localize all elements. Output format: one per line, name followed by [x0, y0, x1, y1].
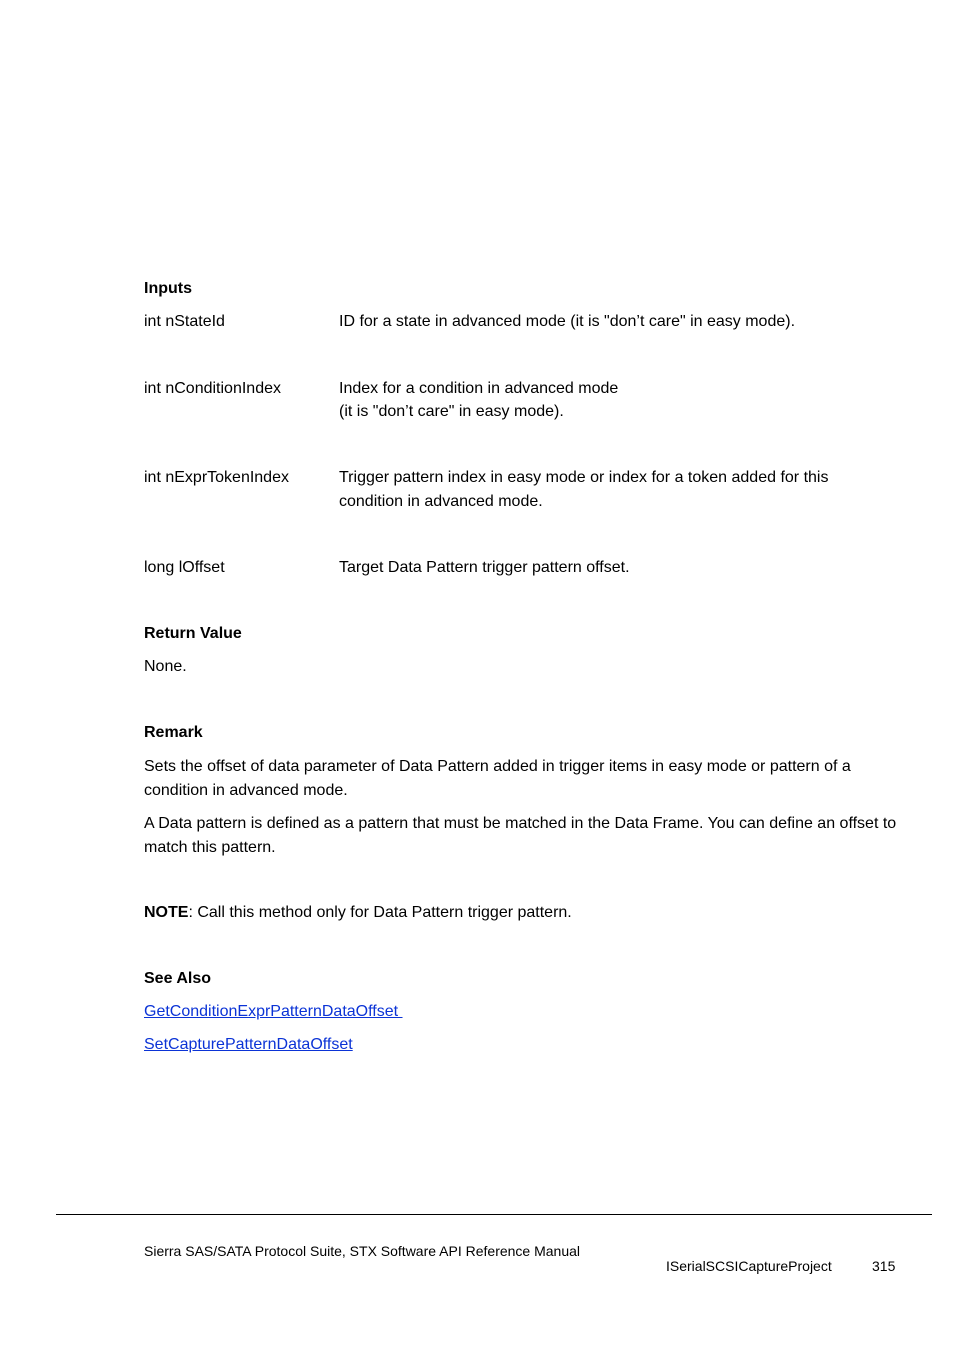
- param-desc-line: Index for a condition in advanced mode: [339, 380, 619, 397]
- see-also-link[interactable]: GetConditionExprPatternDataOffset: [144, 1003, 403, 1020]
- param-desc-line: Target Data Pattern trigger pattern offset.: [339, 559, 630, 576]
- return-value-heading: Return Value: [144, 625, 242, 642]
- remark-heading: Remark: [144, 724, 203, 741]
- param-name: int nConditionIndex: [144, 380, 281, 397]
- footer-divider: [56, 1214, 932, 1215]
- inputs-heading: Inputs: [144, 280, 192, 297]
- return-value-text: None.: [144, 658, 187, 675]
- param-desc-line: ID for a state in advanced mode (it is "don’t care" in easy mode).: [339, 313, 796, 330]
- see-also-heading: See Also: [144, 970, 211, 987]
- note-label: NOTE: [144, 904, 189, 921]
- param-name: int nExprTokenIndex: [144, 469, 289, 486]
- footer-manual-title: Sierra SAS/SATA Protocol Suite, STX Software API Reference Manual: [144, 1243, 581, 1259]
- note: [144, 902, 572, 924]
- param-desc-line: condition in advanced mode.: [339, 493, 543, 510]
- remark-paragraph: A Data pattern is defined as a pattern that must be matched in the Data Frame. You can define an offset to match this pattern.: [144, 815, 897, 856]
- param-name: long lOffset: [144, 559, 225, 576]
- footer-page-number: 315: [872, 1258, 896, 1274]
- remark-paragraph: Sets the offset of data parameter of Data Pattern added in trigger items in easy mode or pattern of a condition in advanced mode.: [144, 758, 851, 799]
- footer-section-name: ISerialSCSICaptureProject: [666, 1258, 832, 1274]
- note-text: : Call this method only for Data Pattern trigger pattern.: [188, 904, 572, 921]
- see-also-link[interactable]: SetCapturePatternDataOffset: [144, 1036, 353, 1053]
- param-name: int nStateId: [144, 313, 225, 330]
- param-desc-line: (it is "don’t care" in easy mode).: [339, 403, 564, 420]
- param-desc-line: Trigger pattern index in easy mode or index for a token added for this: [339, 469, 829, 486]
